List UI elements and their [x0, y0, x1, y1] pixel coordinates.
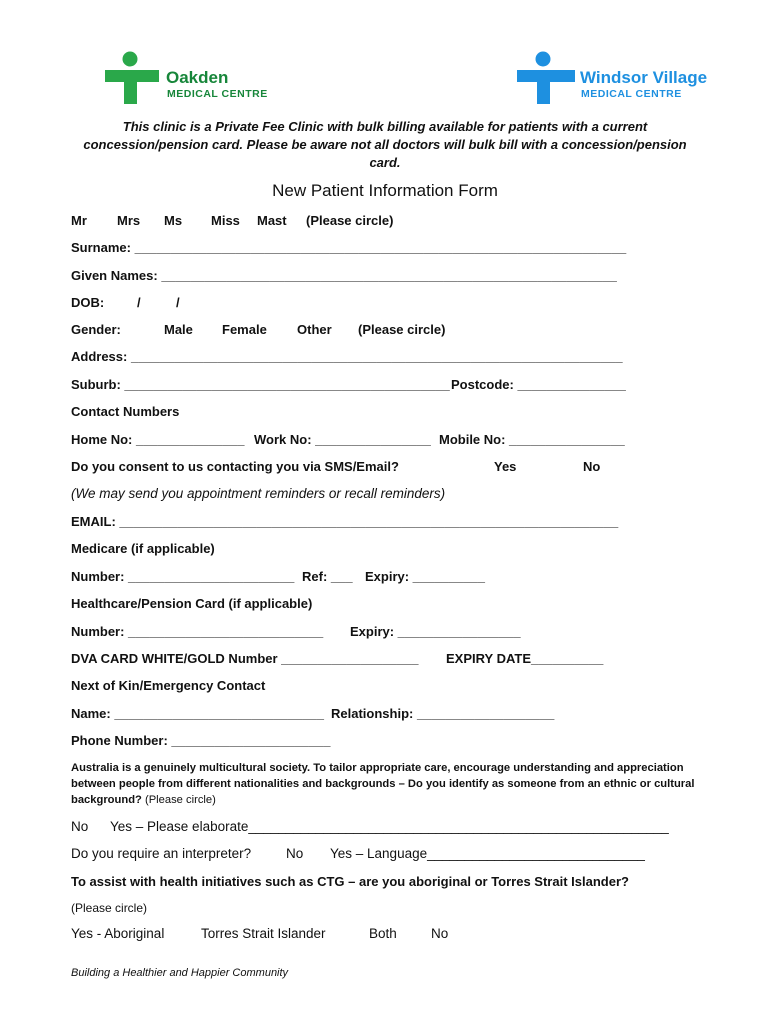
oakden-logo-name: Oakden — [166, 68, 229, 87]
work-no-field[interactable]: Work No: ________________ — [254, 432, 431, 447]
title-circle-note: (Please circle) — [306, 213, 394, 228]
ethnic-yes-elaborate-field[interactable]: Yes – Please elaborate________________________________________________________ — [110, 819, 669, 834]
ctg-option-both[interactable]: Both — [369, 926, 397, 941]
dob-separator: / — [176, 295, 180, 310]
multicultural-circle-note: (Please circle) — [144, 794, 216, 806]
windsor-logo-name: Windsor Village — [580, 68, 708, 87]
form-title: New Patient Information Form — [272, 181, 498, 200]
clinic-notice: This clinic is a Private Fee Clinic with bulk billing available for patients with a current concession/pension card. Please be aware not all doctors will bulk bill with a concession/pension card. — [83, 119, 687, 170]
interpreter-question: Do you require an interpreter? — [71, 846, 252, 861]
medicare-ref-field[interactable]: Ref: ___ — [302, 569, 353, 584]
contact-numbers-heading: Contact Numbers — [71, 404, 180, 419]
title-option-ms[interactable]: Ms — [164, 213, 183, 228]
next-of-kin-heading: Next of Kin/Emergency Contact — [71, 678, 266, 693]
kin-relationship-field[interactable]: Relationship: ___________________ — [331, 706, 555, 721]
surname-field[interactable]: Surname: ____________________________________________________________________ — [71, 240, 627, 255]
dva-number-field[interactable]: DVA CARD WHITE/GOLD Number ___________________ — [71, 651, 419, 666]
consent-no-option[interactable]: No — [583, 459, 601, 474]
ethnic-no-option[interactable]: No — [71, 819, 89, 834]
healthcare-number-field[interactable]: Number: ___________________________ — [71, 624, 324, 639]
ctg-circle-note: (Please circle) — [71, 901, 148, 915]
interpreter-no-option[interactable]: No — [286, 846, 304, 861]
healthcare-heading: Healthcare/Pension Card (if applicable) — [71, 596, 313, 611]
address-field[interactable]: Address: ____________________________________________________________________ — [71, 349, 623, 364]
medicare-number-field[interactable]: Number: _______________________ — [71, 569, 295, 584]
ctg-question: To assist with health initiatives such as CTG – are you aboriginal or Torres Strait Islander? — [71, 874, 629, 889]
mobile-no-field[interactable]: Mobile No: ________________ — [439, 432, 625, 447]
gender-option-female[interactable]: Female — [222, 322, 267, 337]
ctg-option-torres-strait[interactable]: Torres Strait Islander — [201, 926, 326, 941]
home-no-field[interactable]: Home No: _______________ — [71, 432, 245, 447]
given-names-field[interactable]: Given Names: _______________________________________________________________ — [71, 268, 617, 283]
postcode-field[interactable]: Postcode: _______________ — [451, 377, 626, 392]
oakden-logo-sub: MEDICAL CENTRE — [167, 88, 268, 100]
medicare-expiry-field[interactable]: Expiry: __________ — [365, 569, 485, 584]
title-option-mrs[interactable]: Mrs — [117, 213, 141, 228]
dva-expiry-field[interactable]: EXPIRY DATE__________ — [446, 651, 604, 666]
dob-label: DOB: — [71, 295, 105, 310]
dob-separator: / — [137, 295, 141, 310]
medical-cross-icon — [103, 50, 161, 106]
reminder-note: (We may send you appointment reminders or recall reminders) — [71, 486, 446, 501]
gender-circle-note: (Please circle) — [358, 322, 446, 337]
title-option-mast[interactable]: Mast — [257, 213, 287, 228]
gender-label: Gender: — [71, 322, 121, 337]
interpreter-language-field[interactable]: Yes – Language_____________________________ — [330, 846, 645, 861]
consent-yes-option[interactable]: Yes — [494, 459, 517, 474]
kin-name-field[interactable]: Name: _____________________________ — [71, 706, 325, 721]
title-option-miss[interactable]: Miss — [211, 213, 240, 228]
windsor-logo-sub: MEDICAL CENTRE — [581, 88, 682, 100]
email-field[interactable]: EMAIL: _____________________________________________________________________ — [71, 514, 619, 529]
ctg-option-aboriginal[interactable]: Yes - Aboriginal — [71, 926, 165, 941]
healthcare-expiry-field[interactable]: Expiry: _________________ — [350, 624, 521, 639]
multicultural-paragraph — [71, 760, 701, 808]
ctg-option-no[interactable]: No — [431, 926, 449, 941]
gender-option-male[interactable]: Male — [164, 322, 193, 337]
consent-question: Do you consent to us contacting you via SMS/Email? — [71, 459, 399, 474]
multicultural-text: Australia is a genuinely multicultural society. To tailor appropriate care, encourage understanding and appreciation between people from different nationalities and backgrounds – Do you identify as someone from an ethnic or cultural background? — [71, 762, 695, 806]
medical-cross-icon — [515, 50, 577, 106]
medicare-heading: Medicare (if applicable) — [71, 541, 215, 556]
kin-phone-field[interactable]: Phone Number: ______________________ — [71, 733, 331, 748]
suburb-field[interactable]: Suburb: _____________________________________________ — [71, 377, 450, 392]
gender-option-other[interactable]: Other — [297, 322, 332, 337]
footer-tagline: Building a Healthier and Happier Community — [71, 967, 289, 979]
title-option-mr[interactable]: Mr — [71, 213, 87, 228]
